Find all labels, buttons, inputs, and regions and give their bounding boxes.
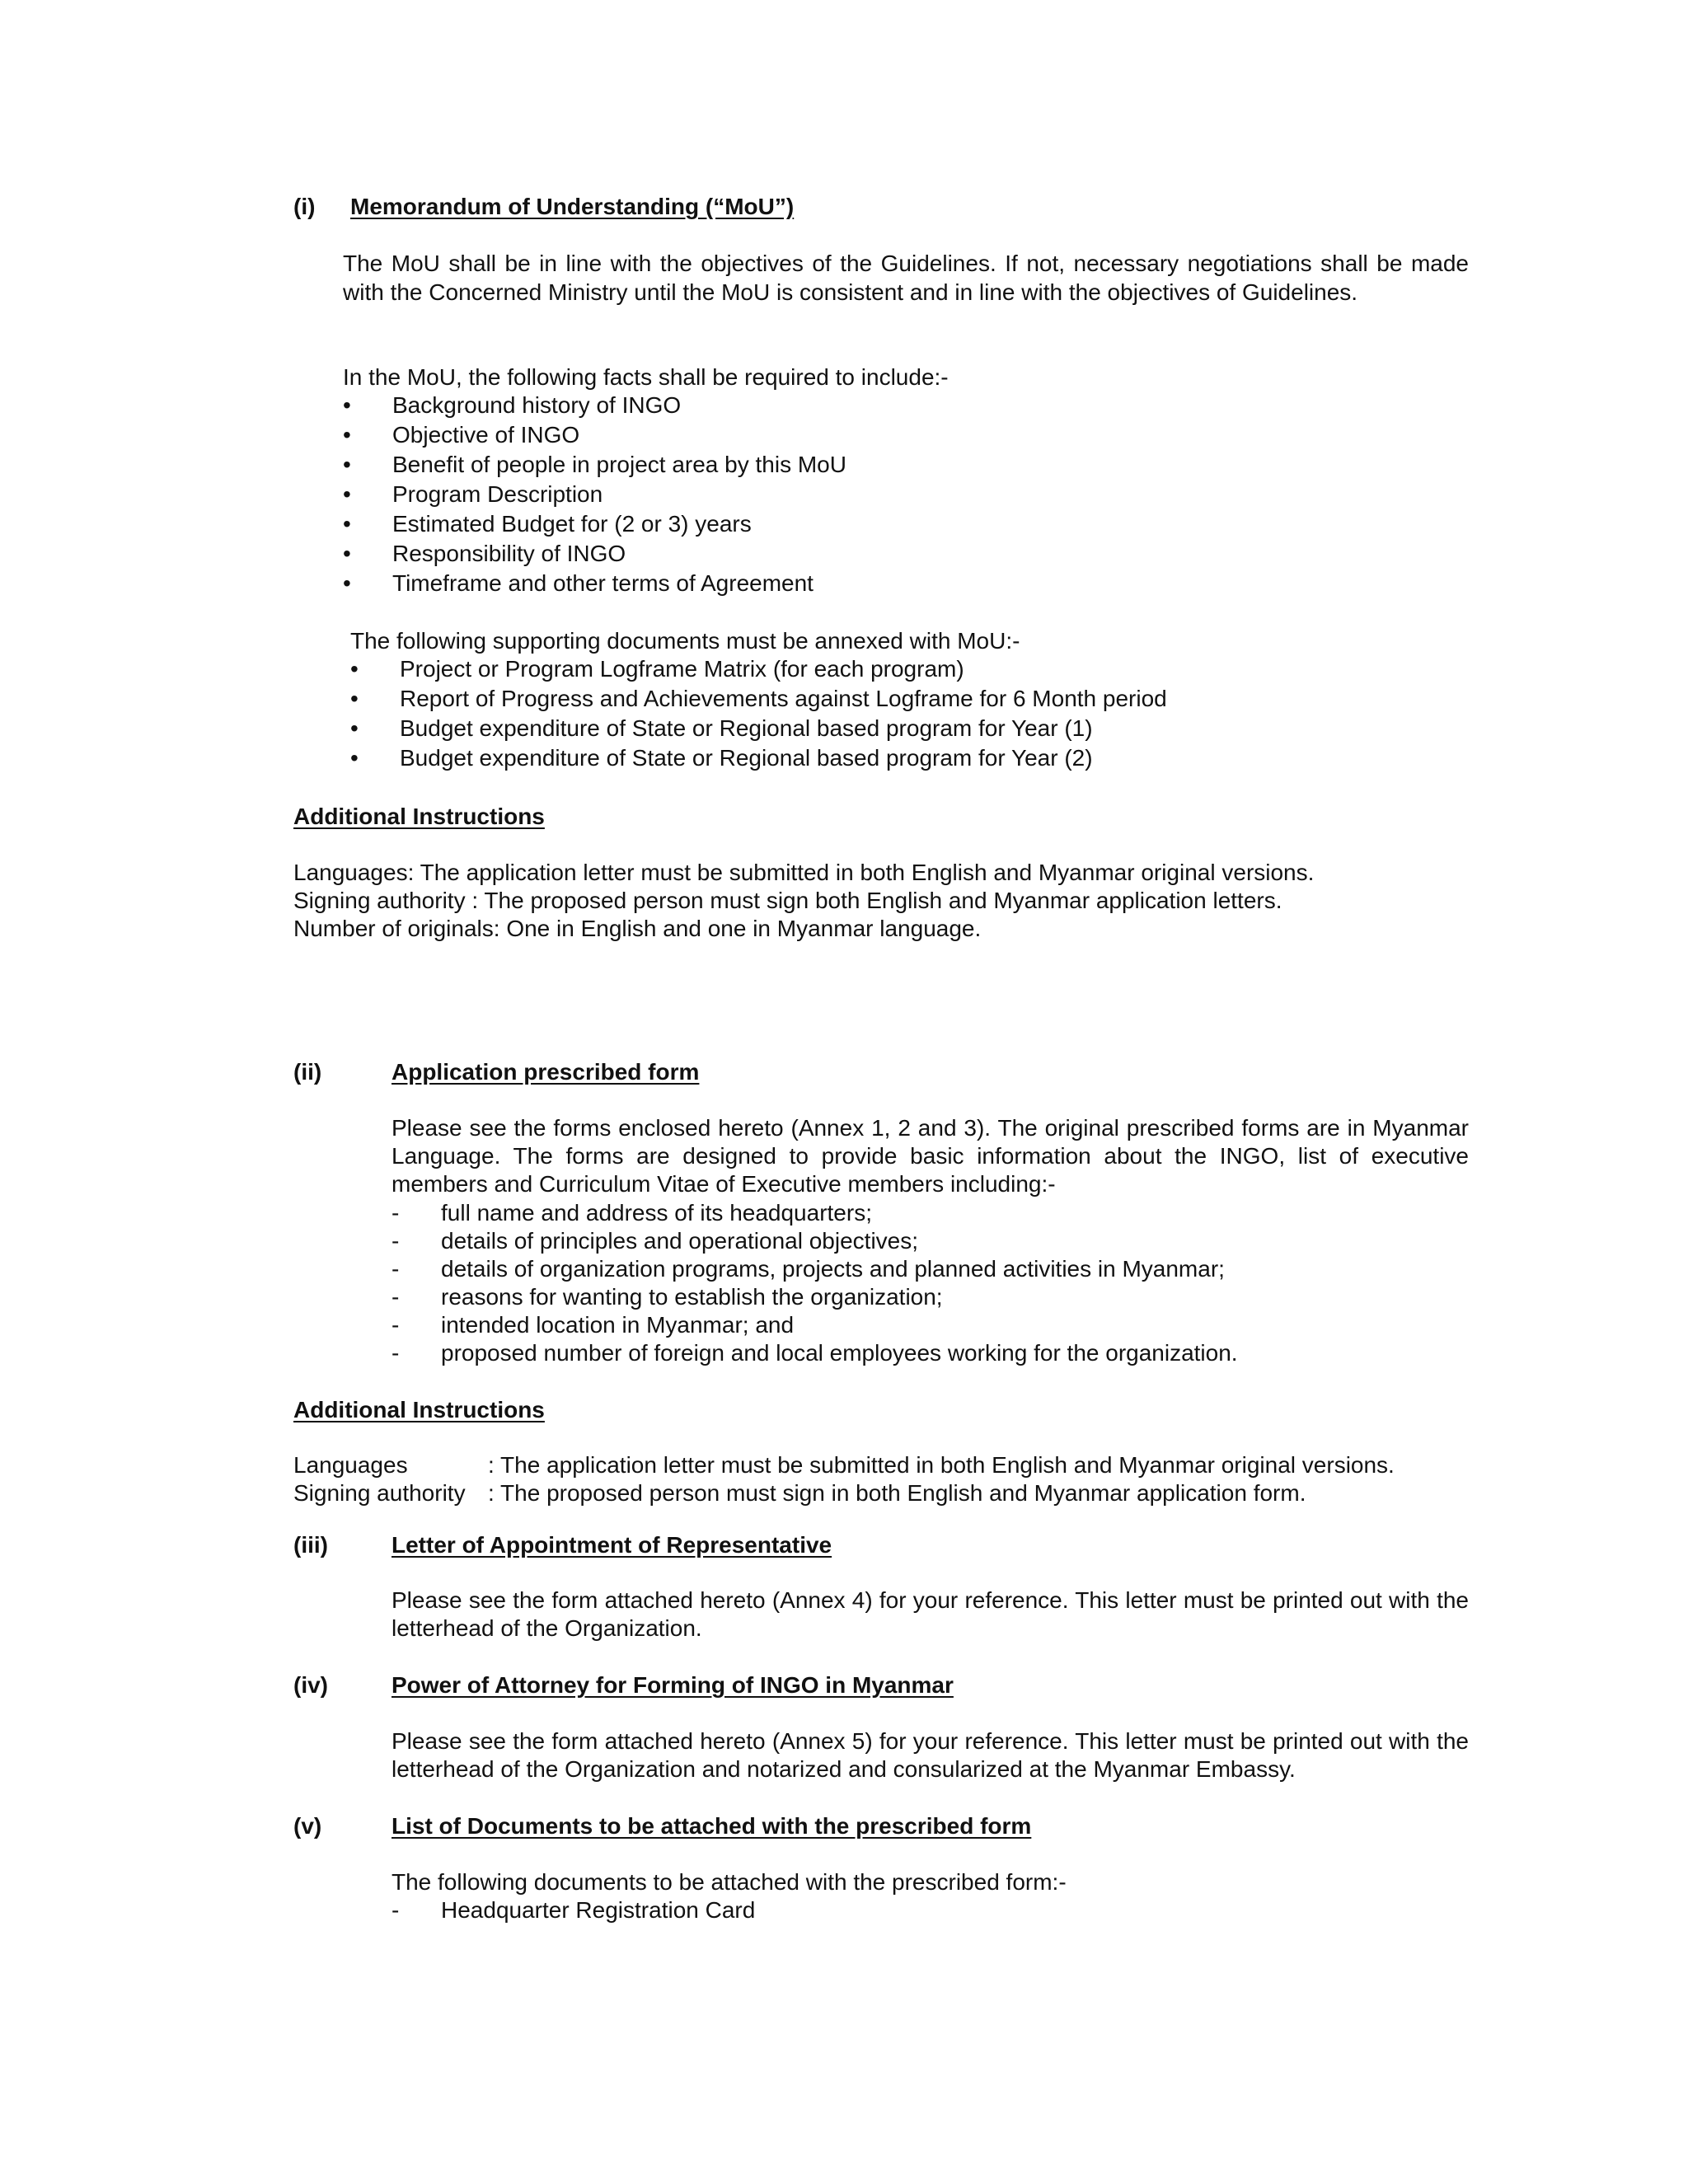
instruction-label-languages: Languages: [293, 1452, 408, 1478]
section-i-instruction-line: Signing authority : The proposed person must sign both English and Myanmar application letters.: [293, 888, 1282, 913]
list-item: - details of principles and operational objectives;: [392, 1228, 919, 1254]
list-item: - full name and address of its headquarters;: [392, 1200, 872, 1226]
section-v-heading: List of Documents to be attached with the prescribed form: [392, 1813, 1032, 1839]
list-item: - reasons for wanting to establish the organization;: [392, 1284, 943, 1310]
list-item: - details of organization programs, projects and planned activities in Myanmar;: [392, 1256, 1225, 1282]
section-i-instruction-line: Languages: The application letter must be submitted in both English and Myanmar original versions.: [293, 860, 1315, 885]
instruction-text-signing: : The proposed person must sign in both English and Myanmar application form.: [488, 1480, 1306, 1506]
list-item: • Benefit of people in project area by this MoU: [343, 452, 846, 477]
instruction-text-languages: : The application letter must be submitted in both English and Myanmar original versions.: [488, 1452, 1395, 1478]
section-i-facts-list: [343, 391, 1414, 598]
list-item: • Background history of INGO: [343, 392, 682, 418]
section-iii-number: (iii): [293, 1532, 328, 1558]
list-item: • Budget expenditure of State or Regional based program for Year (2): [350, 745, 1093, 771]
section-i-heading: Memorandum of Understanding (“MoU”): [350, 194, 795, 219]
list-item: • Responsibility of INGO: [343, 541, 626, 566]
section-i-instruction-line: Number of originals: One in English and one in Myanmar language.: [293, 916, 982, 941]
list-item: • Budget expenditure of State or Regional based program for Year (1): [350, 715, 1093, 741]
list-item: • Project or Program Logframe Matrix (for each program): [350, 656, 964, 682]
section-iii-heading: Letter of Appointment of Representative: [392, 1532, 832, 1558]
list-item: • Estimated Budget for (2 or 3) years: [343, 511, 752, 537]
section-i-annex-lead: The following supporting documents must be annexed with MoU:-: [350, 628, 1020, 654]
section-ii-number: (ii): [293, 1059, 322, 1085]
section-v-number: (v): [293, 1813, 322, 1839]
section-ii-heading: Application prescribed form: [392, 1059, 700, 1085]
section-ii-intro: Please see the forms enclosed hereto (Annex 1, 2 and 3). The original prescribed forms are in Myanmar Language. The forms are designed to provide basic information about the INGO, list of executive members and Curriculum Vitae of Executive members including:-: [392, 1115, 1469, 1197]
section-i-annex-list: [350, 654, 1422, 773]
list-item: - Headquarter Registration Card: [392, 1897, 756, 1923]
list-item: - intended location in Myanmar; and: [392, 1312, 795, 1338]
section-iv-heading: Power of Attorney for Forming of INGO in Myanmar: [392, 1672, 954, 1698]
section-i-intro: The MoU shall be in line with the objectives of the Guidelines. If not, necessary negotiations shall be made with the Concerned Ministry until the MoU is consistent and in line with the objectives of Guidelines.: [343, 251, 1469, 305]
section-v-items-list: [392, 1896, 1463, 1924]
section-ii-items-list: [392, 1199, 1463, 1367]
instruction-label-signing: Signing authority: [293, 1480, 466, 1506]
list-item: - proposed number of foreign and local employees working for the organization.: [392, 1340, 1238, 1366]
section-ii-additional-heading: Additional Instructions: [293, 1397, 545, 1422]
section-v-lead: The following documents to be attached with the prescribed form:-: [392, 1869, 1067, 1895]
section-iv-number: (iv): [293, 1672, 328, 1698]
section-iii-body: Please see the form attached hereto (Annex 4) for your reference. This letter must be printed out with the letterhead of the Organization.: [392, 1587, 1469, 1641]
section-i-number: (i): [293, 194, 316, 219]
section-iv-body: Please see the form attached hereto (Annex 5) for your reference. This letter must be printed out with the letterhead of the Organization and notarized and consularized at the Myanmar Embassy.: [392, 1728, 1469, 1782]
list-item: • Program Description: [343, 481, 603, 507]
list-item: • Timeframe and other terms of Agreement: [343, 570, 814, 596]
section-i-additional-heading: Additional Instructions: [293, 804, 545, 829]
list-item: • Report of Progress and Achievements against Logframe for 6 Month period: [350, 686, 1167, 711]
list-item: • Objective of INGO: [343, 422, 580, 448]
section-i-facts-lead: In the MoU, the following facts shall be required to include:-: [343, 364, 949, 390]
